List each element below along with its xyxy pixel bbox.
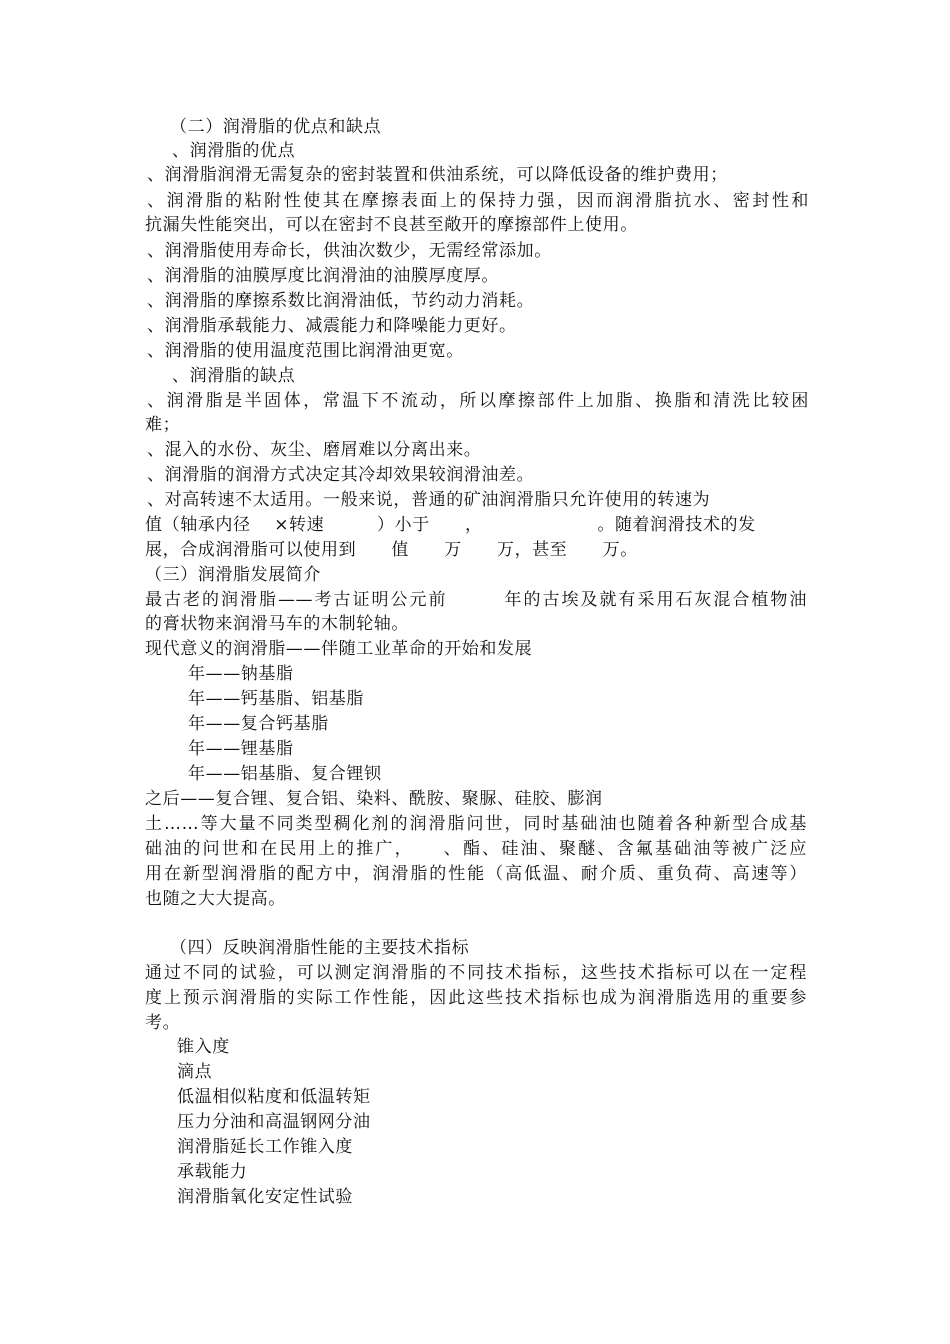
indicator-item: 低温相似粘度和低温转矩 — [177, 1087, 371, 1107]
indicator-item: 润滑脂延长工作锥入度 — [177, 1137, 353, 1157]
later-paragraph-line: 土……等大量不同类型稠化剂的润滑脂问世，同时基础油也随着各种新型合成基 — [145, 814, 807, 834]
disadvantage-item-continuation: 难； — [145, 415, 181, 435]
disadvantage-item-continuation: 值（轴承内径 ×转速 ）小于 ， 。随着润滑技术的发 — [145, 515, 756, 535]
disadvantage-item: 、对高转速不太适用。一般来说，普通的矿油润滑脂只允许使用的转速为 — [147, 490, 711, 510]
modern-title: 现代意义的润滑脂——伴随工业革命的开始和发展 — [145, 639, 533, 659]
disadvantage-item: 、润滑脂是半固体，常温下不流动，所以摩擦部件上加脂、换脂和清洗比较困 — [147, 391, 809, 411]
history-paragraph-line: 最古老的润滑脂——考古证明公元前 年的古埃及就有采用石灰混合植物油 — [145, 590, 807, 610]
disadvantage-item: 、混入的水份、灰尘、磨屑难以分离出来。 — [147, 440, 482, 460]
advantage-item: 、润滑脂承载能力、减震能力和降噪能力更好。 — [147, 316, 517, 336]
timeline-item: 年——锂基脂 — [188, 739, 294, 759]
timeline-item: 年——铝基脂、复合锂钡 — [188, 764, 382, 784]
section-2-heading: （二）润滑脂的优点和缺点 — [170, 117, 382, 137]
indicator-item: 滴点 — [177, 1062, 213, 1082]
advantage-item: 、润滑脂的摩擦系数比润滑油低，节约动力消耗。 — [147, 291, 535, 311]
indicator-item: 润滑脂氧化安定性试验 — [177, 1187, 353, 1207]
later-paragraph-line: 也随之大大提高。 — [145, 889, 286, 909]
advantage-item: 、润滑脂的油膜厚度比润滑油的油膜厚度厚。 — [147, 266, 499, 286]
later-paragraph-line: 之后——复合锂、复合铝、染料、酰胺、聚脲、硅胶、膨润 — [145, 789, 603, 809]
indicator-item: 压力分油和高温钢网分油 — [177, 1112, 371, 1132]
disadvantage-item: 、润滑脂的润滑方式决定其冷却效果较润滑油差。 — [147, 465, 535, 485]
indicators-paragraph-line: 考。 — [145, 1013, 181, 1033]
indicators-paragraph-line: 通过不同的试验，可以测定润滑脂的不同技术指标，这些技术指标可以在一定程 — [145, 963, 807, 983]
indicators-paragraph-line: 度上预示润滑脂的实际工作性能，因此这些技术指标也成为润滑脂选用的重要参 — [145, 988, 807, 1008]
later-paragraph-line: 用在新型润滑脂的配方中，润滑脂的性能（高低温、耐介质、重负荷、高速等） — [145, 864, 807, 884]
timeline-item: 年——钠基脂 — [188, 664, 294, 684]
advantage-item: 、润滑脂润滑无需复杂的密封装置和供油系统，可以降低设备的维护费用； — [147, 165, 728, 185]
disadvantage-item-continuation: 展，合成润滑脂可以使用到 值 万 万，甚至 万。 — [145, 540, 638, 560]
later-paragraph-line: 础油的问世和在民用上的推广， 、酯、硅油、聚醚、含氟基础油等被广泛应 — [145, 839, 807, 859]
advantage-item: 、润滑脂的粘附性使其在摩擦表面上的保持力强，因而润滑脂抗水、密封性和 — [147, 191, 809, 211]
timeline-item: 年——钙基脂、铝基脂 — [188, 689, 364, 709]
indicator-item: 锥入度 — [177, 1037, 230, 1057]
advantages-title: 、润滑脂的优点 — [172, 141, 296, 161]
disadvantages-title: 、润滑脂的缺点 — [172, 366, 296, 386]
timeline-item: 年——复合钙基脂 — [188, 714, 329, 734]
history-paragraph-line: 的膏状物来润滑马车的木制轮轴。 — [145, 614, 409, 634]
advantage-item: 、润滑脂的使用温度范围比润滑油更宽。 — [147, 341, 464, 361]
advantage-item-continuation: 抗漏失性能突出，可以在密封不良甚至敞开的摩擦部件上使用。 — [145, 215, 638, 235]
section-3-heading: （三）润滑脂发展简介 — [145, 565, 321, 585]
advantage-item: 、润滑脂使用寿命长，供油次数少，无需经常添加。 — [147, 241, 552, 261]
indicator-item: 承载能力 — [177, 1162, 248, 1182]
section-4-heading: （四）反映润滑脂性能的主要技术指标 — [170, 938, 470, 958]
